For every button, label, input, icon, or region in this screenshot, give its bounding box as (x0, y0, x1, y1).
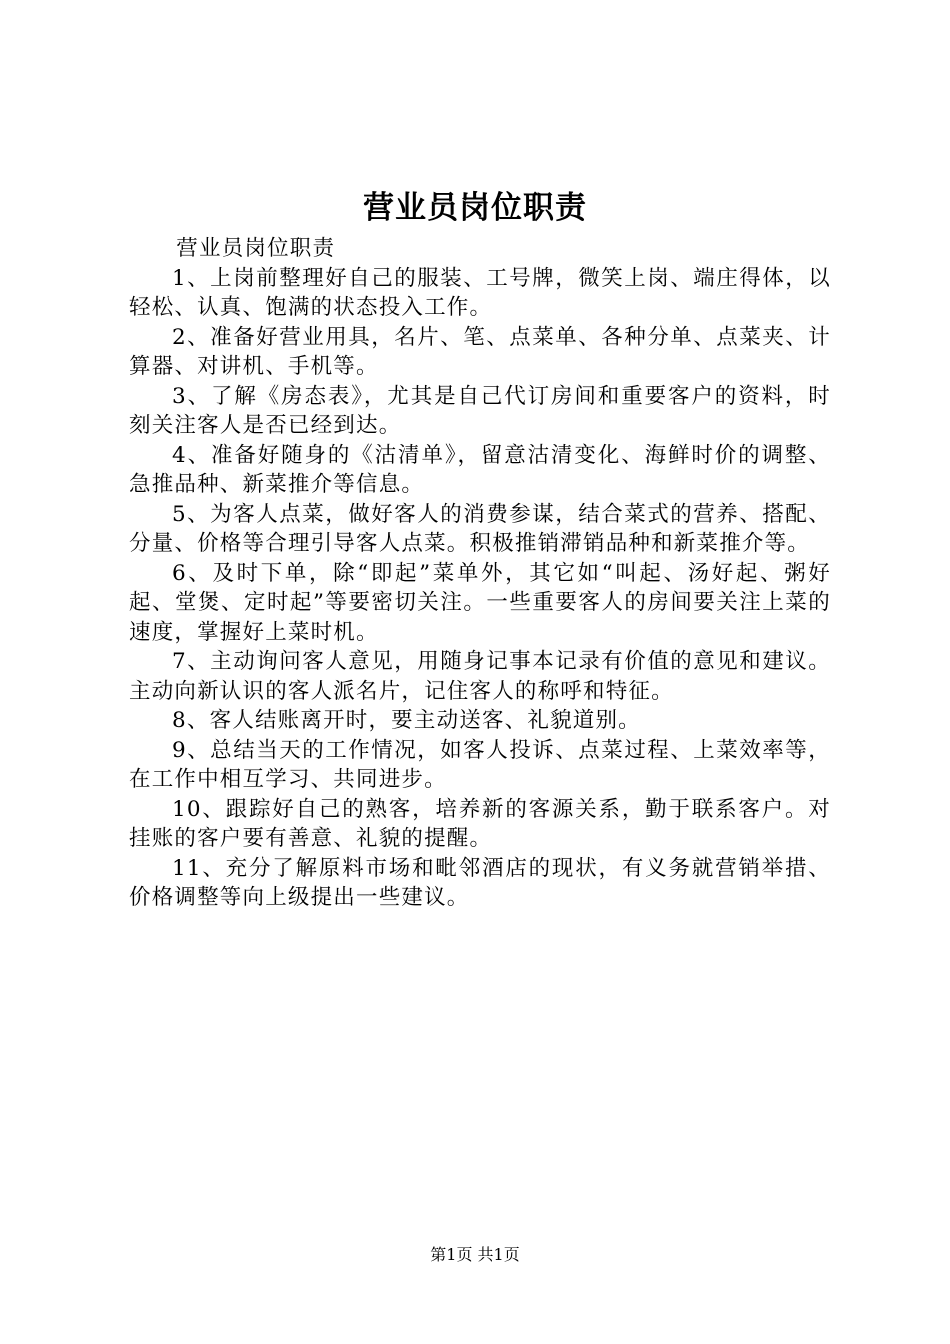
paragraph-4: 4、准备好随身的《沽清单》，留意沽清变化、海鲜时价的调整、急推品种、新菜推介等信息。 (129, 442, 831, 497)
paragraph-2: 2、准备好营业用具，名片、笔、点菜单、各种分单、点菜夹、计算器、对讲机、手机等。 (129, 324, 831, 379)
paragraph-8: 8、客人结账离开时，要主动送客、礼貌道别。 (172, 708, 641, 733)
paragraph-9: 9、总结当天的工作情况，如客人投诉、点菜过程、上菜效率等，在工作中相互学习、共同进步。 (129, 737, 831, 792)
paragraph-5: 5、为客人点菜，做好客人的消费参谋，结合菜式的营养、搭配、分量、价格等合理引导客人点菜。积极推销滞销品种和新菜推介等。 (129, 501, 831, 556)
document-title: 营业员岗位职责 (363, 190, 587, 226)
paragraph-1: 1、上岗前整理好自己的服装、工号牌，微笑上岗、端庄得体，以轻松、认真、饱满的状态投入工作。 (129, 265, 831, 320)
paragraph-11: 11、充分了解原料市场和毗邻酒店的现状，有义务就营销举措、价格调整等向上级提出一些建议。 (129, 855, 831, 910)
paragraph-10: 10、跟踪好自己的熟客，培养新的客源关系，勤于联系客户。对挂账的客户要有善意、礼貌的提醒。 (129, 796, 831, 851)
paragraph-7: 7、主动询问客人意见，用随身记事本记录有价值的意见和建议。主动向新认识的客人派名片，记住客人的称呼和特征。 (129, 649, 831, 704)
page-footer: 第1页 共1页 (430, 1245, 520, 1264)
paragraph-3: 3、了解《房态表》，尤其是自己代订房间和重要客户的资料，时刻关注客人是否已经到达。 (129, 383, 831, 438)
document-subtitle: 营业员岗位职责 (176, 236, 336, 261)
paragraph-6: 6、及时下单，除“即起”菜单外，其它如“叫起、汤好起、粥好起、堂煲、定时起”等要密切关注。一些重要客人的房间要关注上菜的速度，掌握好上菜时机。 (129, 560, 831, 645)
document-body (129, 234, 831, 913)
